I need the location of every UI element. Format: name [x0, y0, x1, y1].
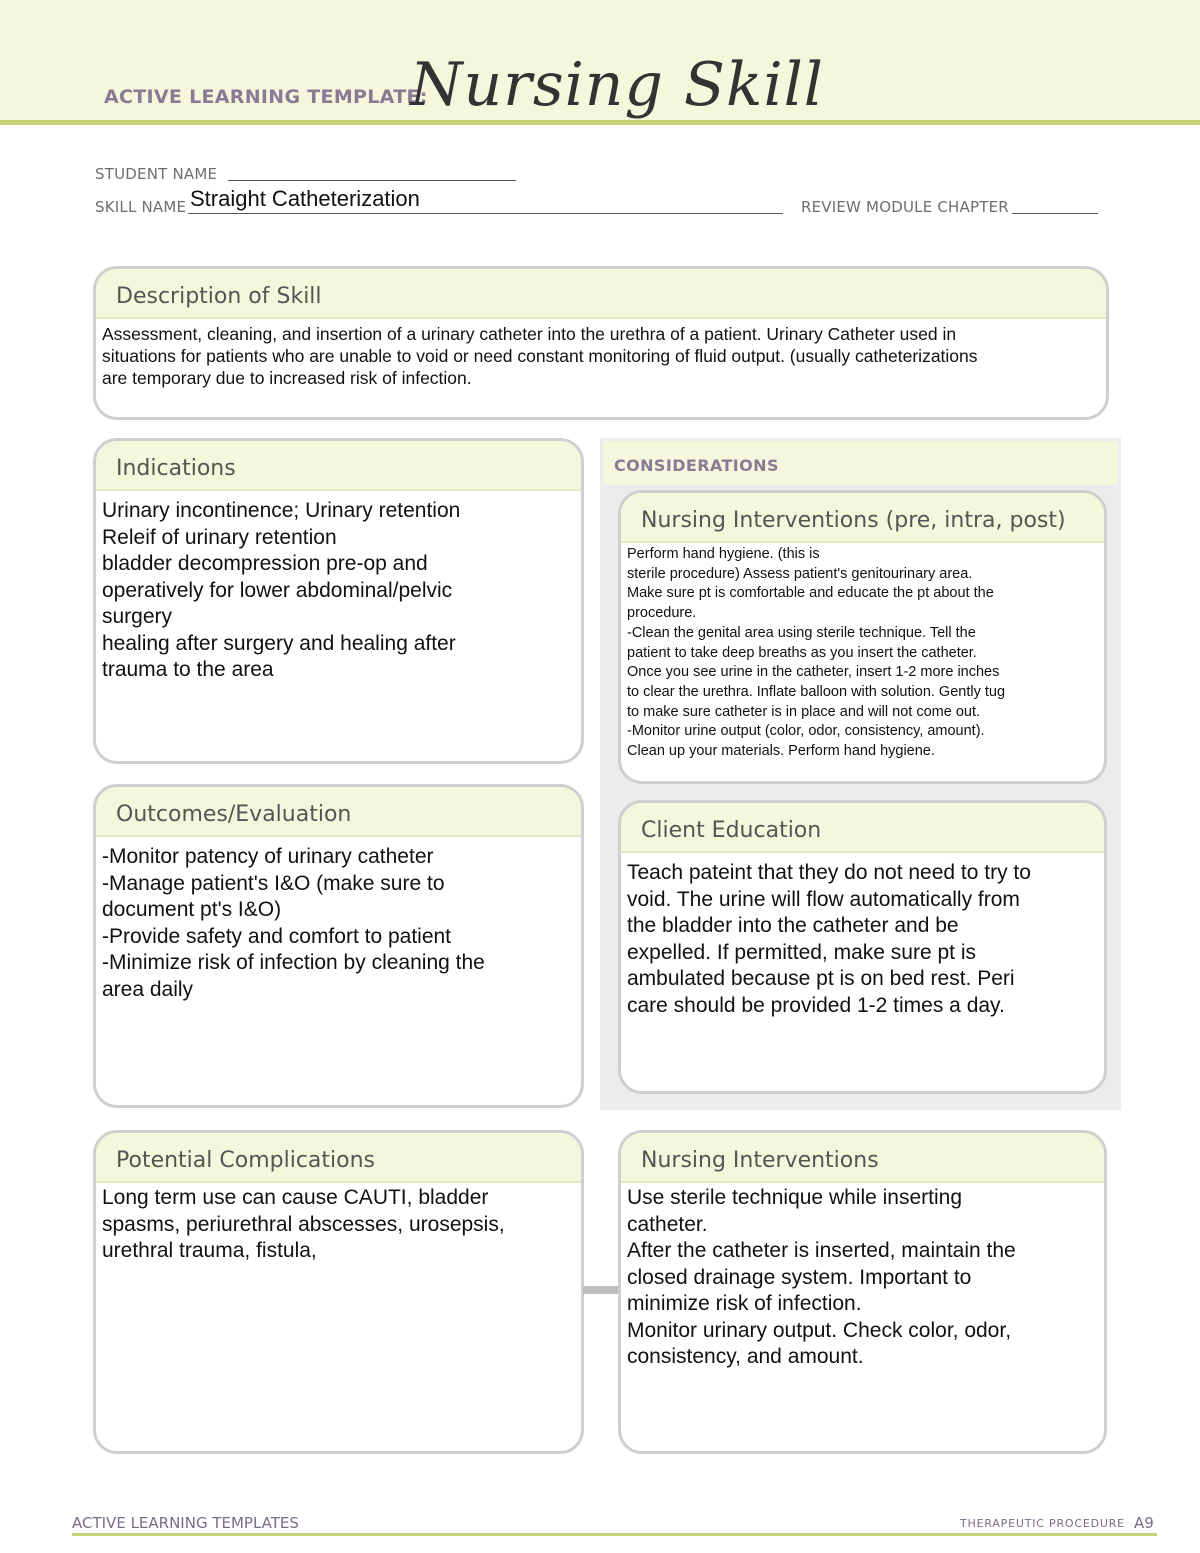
- nursing-interventions-pip-body[interactable]: [621, 543, 1104, 762]
- outcomes-line: area daily: [102, 977, 194, 1001]
- outcomes-box: [93, 784, 584, 1108]
- indications-line: Releif of urinary retention: [102, 525, 337, 549]
- client-education-line: Teach pateint that they do not need to try to: [627, 861, 1031, 884]
- description-title: Description of Skill: [96, 269, 1106, 319]
- nursing-interventions-line: catheter.: [627, 1212, 708, 1236]
- nursing-interventions-box: [618, 1130, 1107, 1454]
- review-module-label: REVIEW MODULE CHAPTER: [801, 198, 1009, 216]
- potential-complications-line: spasms, periurethral abscesses, urosepsis,: [102, 1212, 505, 1236]
- nursing-interventions-line: Use sterile technique while inserting: [627, 1186, 963, 1209]
- client-education-line: care should be provided 1-2 times a day.: [627, 993, 1005, 1017]
- nursing-interventions-title: Nursing Interventions: [621, 1133, 1104, 1183]
- potential-complications-line: urethral trauma, fistula,: [102, 1239, 317, 1262]
- page-title: Nursing Skill: [410, 50, 824, 120]
- outcomes-title: Outcomes/Evaluation: [96, 787, 581, 837]
- nursing-interventions-pip-title: Nursing Interventions (pre, intra, post): [621, 493, 1104, 543]
- nursing-interventions-pip-line: -Monitor urine output (color, odor, consistency, amount).: [627, 723, 985, 740]
- nursing-interventions-pip-line: sterile procedure) Assess patient's genitourinary area.: [627, 565, 973, 582]
- nursing-interventions-pip-line: procedure.: [627, 605, 697, 622]
- student-name-field[interactable]: [228, 180, 516, 181]
- skill-name-value: Straight Catheterization: [190, 186, 420, 211]
- nursing-interventions-pip-line: Perform hand hygiene. (this is: [627, 546, 820, 562]
- nursing-interventions-pip-line: to make sure catheter is in place and will not come out.: [627, 703, 981, 720]
- outcomes-line: -Monitor patency of urinary catheter: [102, 845, 434, 868]
- footer-rule: [72, 1533, 1157, 1536]
- header-rule: [0, 120, 1200, 125]
- description-line: are temporary due to increased risk of infection.: [102, 368, 472, 388]
- indications-line: healing after surgery and healing after: [102, 631, 456, 655]
- client-education-line: ambulated because pt is on bed rest. Peri: [627, 967, 1015, 990]
- indications-line: surgery: [102, 605, 173, 628]
- review-module-field[interactable]: [1012, 213, 1098, 214]
- client-education-line: the bladder into the catheter and be: [627, 914, 959, 937]
- indications-line: operatively for lower abdominal/pelvic: [102, 578, 453, 602]
- nursing-interventions-pip-line: -Clean the genital area using sterile technique. Tell the: [627, 624, 976, 641]
- client-education-title: Client Education: [621, 803, 1104, 853]
- nursing-interventions-pip-box: [618, 490, 1107, 784]
- indications-line: bladder decompression pre-op and: [102, 552, 428, 575]
- outcomes-line: document pt's I&O): [102, 898, 282, 921]
- indications-line: Urinary incontinence; Urinary retention: [102, 499, 461, 522]
- client-education-body[interactable]: [621, 853, 1104, 1019]
- skill-name-field[interactable]: [188, 213, 783, 214]
- client-education-line: void. The urine will flow automatically from: [627, 887, 1020, 911]
- footer-left-label: ACTIVE LEARNING TEMPLATES: [72, 1514, 299, 1532]
- description-box: [93, 266, 1109, 420]
- potential-complications-line: Long term use can cause CAUTI, bladder: [102, 1186, 489, 1209]
- nursing-interventions-pip-line: Clean up your materials. Perform hand hygiene.: [627, 743, 935, 760]
- footer-section-label: THERAPEUTIC PROCEDURE: [960, 1517, 1125, 1530]
- client-education-line: expelled. If permitted, make sure pt is: [627, 940, 976, 964]
- nursing-interventions-line: consistency, and amount.: [627, 1345, 864, 1368]
- template-label: ACTIVE LEARNING TEMPLATE:: [104, 86, 428, 108]
- nursing-interventions-line: Monitor urinary output. Check color, odor,: [627, 1318, 1012, 1342]
- nursing-interventions-pip-line: Make sure pt is comfortable and educate the pt about the: [627, 585, 994, 602]
- nursing-interventions-line: minimize risk of infection.: [627, 1292, 862, 1315]
- nursing-interventions-pip-line: patient to take deep breaths as you insert the catheter.: [627, 644, 977, 661]
- description-line: situations for patients who are unable to void or need constant monitoring of fluid output. (usually catheterizations: [102, 346, 978, 366]
- nursing-interventions-pip-line: to clear the urethra. Inflate balloon with solution. Gently tug: [627, 683, 1006, 700]
- skill-name-label: SKILL NAME: [95, 198, 187, 216]
- client-education-box: [618, 800, 1107, 1094]
- potential-complications-body[interactable]: [96, 1183, 581, 1265]
- indications-box: [93, 438, 584, 764]
- nursing-interventions-line: closed drainage system. Important to: [627, 1265, 972, 1289]
- outcomes-body[interactable]: [96, 837, 581, 1003]
- nursing-interventions-line: After the catheter is inserted, maintain the: [627, 1239, 1016, 1262]
- description-line: Assessment, cleaning, and insertion of a urinary catheter into the urethra of a patient. Urinary Catheter used in: [102, 324, 957, 344]
- box-connector: [583, 1286, 621, 1294]
- outcomes-line: -Manage patient's I&O (make sure to: [102, 871, 445, 895]
- indications-title: Indications: [96, 441, 581, 491]
- outcomes-line: -Provide safety and comfort to patient: [102, 924, 452, 948]
- nursing-interventions-pip-line: Once you see urine in the catheter, insert 1-2 more inches: [627, 664, 1000, 681]
- page-number: A9: [1134, 1514, 1154, 1532]
- potential-complications-box: [93, 1130, 584, 1454]
- nursing-interventions-body[interactable]: [621, 1183, 1104, 1371]
- indications-line: trauma to the area: [102, 658, 274, 681]
- outcomes-line: -Minimize risk of infection by cleaning the: [102, 951, 485, 974]
- description-body[interactable]: [96, 319, 1106, 389]
- indications-body[interactable]: [96, 491, 581, 684]
- potential-complications-title: Potential Complications: [96, 1133, 581, 1183]
- considerations-label: CONSIDERATIONS: [614, 456, 779, 475]
- student-name-label: STUDENT NAME: [95, 165, 218, 183]
